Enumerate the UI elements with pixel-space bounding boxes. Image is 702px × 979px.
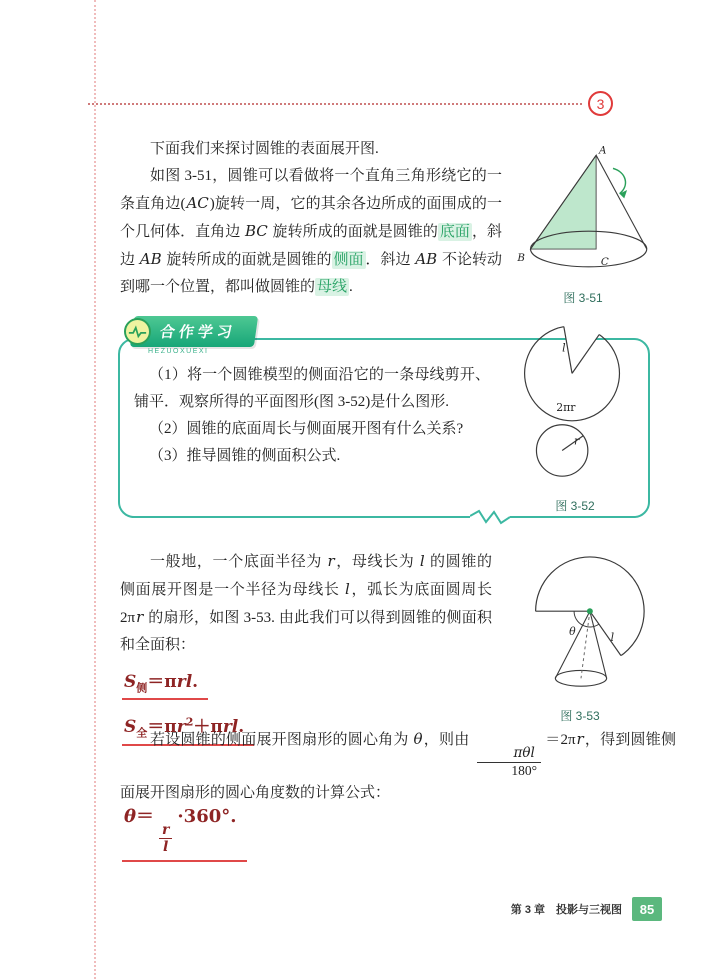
tp-seg: 若设圆锥的侧面展开图扇形的圆心角为 <box>150 732 413 748</box>
gen-seg: 的扇形，如图 3-53. 由此我们可以得到圆锥的侧面积和全面积： <box>120 610 492 653</box>
formula-vars: rl <box>222 717 239 738</box>
radius-label-r: r <box>574 434 580 448</box>
p2-seg: 旋转所成的面就是圆锥的 <box>162 252 332 268</box>
tp-seg: ，得到圆锥侧面展开图扇形的圆心角度数的计算公式： <box>120 732 676 802</box>
angle-label-theta: θ <box>569 624 576 638</box>
formula-eq: ＝π <box>147 717 177 738</box>
footer-chapter-title: 第 3 章 投影与三视图 <box>510 904 622 916</box>
gen-seg: ，弧长为底面圆周长 2π <box>120 582 492 626</box>
fraction-denominator: 180° <box>477 762 541 779</box>
highlight-cemian: 侧面 <box>333 252 364 268</box>
gen-var-r: r <box>327 552 335 570</box>
gen-var-l: l <box>419 552 425 570</box>
apex-dot <box>587 608 593 614</box>
formula-S: S <box>124 672 137 692</box>
figure-3-51-caption: 图 3-51 <box>563 291 603 305</box>
formula-eq: ＝ <box>136 806 155 827</box>
figure-3-51-cone <box>508 136 658 306</box>
vertex-label-A: A <box>598 144 607 157</box>
cooperative-learning-badge <box>132 316 256 346</box>
general-paragraph <box>120 548 492 659</box>
slant-label-l: l <box>610 630 615 644</box>
vertex-label-C: C <box>600 255 609 268</box>
formula-theta: θ <box>124 806 137 827</box>
left-margin-dotted-line <box>94 0 96 979</box>
page-number-badge: 85 <box>632 897 662 921</box>
vertex-label-B: B <box>517 252 525 265</box>
p2-seg: 旋转所成的面就是圆锥的 <box>268 224 438 240</box>
cooperative-learning-section <box>118 316 654 528</box>
p2-seg: )旋转一周，它的其余各边所成的面围成的一个几何体．直角边 <box>120 196 502 240</box>
formula-end: . <box>238 717 245 738</box>
p2-var-BC: BC <box>245 222 268 240</box>
inline-fraction <box>477 746 541 778</box>
p2-seg: 如图 3-51，圆锥可以看做将一个直角三角形绕它的一条直角边( <box>120 168 502 212</box>
tp-var-r: r <box>576 730 584 748</box>
cone-diagram <box>508 142 658 282</box>
fraction-numerator: r <box>162 822 170 838</box>
theta-paragraph <box>120 724 676 809</box>
p2-var-AC: AC <box>186 194 209 212</box>
formula-end: ·360°. <box>177 806 237 827</box>
intro-p1-text: 下面我们来探讨圆锥的表面展开图. <box>150 141 379 157</box>
formula-vars: rl <box>176 672 193 692</box>
intro-paragraph-2 <box>120 163 502 301</box>
p2-seg: ．斜边 <box>365 252 415 268</box>
badge-pinyin: HEZUOXUEXI <box>148 348 209 355</box>
highlight-dimian: 底面 <box>439 224 470 240</box>
badge-label: 合作学习 <box>130 316 258 347</box>
formula-S: S <box>124 717 137 738</box>
tp-seg: ＝2π <box>545 732 576 748</box>
formula-fraction <box>158 822 173 855</box>
gen-seg: 一般地，一个底面半径为 <box>150 554 327 570</box>
p2-seg: 不论转动到哪一个位置，都叫做圆锥的 <box>120 252 502 295</box>
radius-label-l: l <box>562 341 566 355</box>
gen-var-l: l <box>345 580 350 598</box>
arc-length-label: 2πr <box>556 400 576 414</box>
p2-var-AB: AB <box>139 250 162 268</box>
fraction-numerator: πθl <box>513 745 535 761</box>
fraction-denominator: l <box>159 838 172 855</box>
tp-seg: ，则由 <box>423 732 474 748</box>
p2-seg: ，斜边 <box>120 224 502 268</box>
gen-seg: 的圆锥的侧面展开图是一个半径为母线长 <box>120 554 492 598</box>
border-break-squiggle <box>470 506 510 530</box>
formula-sub: 全 <box>136 726 148 740</box>
page-footer <box>511 897 662 921</box>
figure-3-53-caption: 图 3-53 <box>560 709 600 723</box>
formula-end: . <box>192 672 199 692</box>
sector-and-circle-diagram <box>500 320 650 490</box>
figure-3-52-unrolled <box>500 320 650 514</box>
gen-seg: ，母线长为 <box>335 554 419 570</box>
question-3: （3）推导圆锥的侧面积公式. <box>149 448 341 464</box>
question-1: （1）将一个圆锥模型的侧面沿它的一条母线剪开、铺平．观察所得的平面图形(图 3-52)是什么图形. <box>134 367 490 410</box>
formula-eq: ＝π <box>147 672 177 692</box>
central-angle-formula <box>122 802 247 862</box>
intro-paragraph-1 <box>120 136 502 163</box>
intro-text-column <box>120 136 502 306</box>
highlight-muxian: 母线 <box>317 279 348 295</box>
pulse-icon <box>124 318 151 345</box>
formula-sup: 2 <box>185 715 194 729</box>
formula-var: r <box>176 717 186 738</box>
question-2: （2）圆锥的底面周长与侧面展开图有什么关系? <box>149 421 464 437</box>
lateral-area-formula <box>122 667 492 700</box>
formula-sub: 侧 <box>136 681 148 695</box>
top-dotted-rule <box>88 103 582 105</box>
section-number-badge: 3 <box>588 91 613 116</box>
sector-cone-diagram <box>496 552 664 700</box>
p2-seg: . <box>349 279 353 295</box>
tp-var-theta: θ <box>413 730 423 748</box>
figure-3-52-caption: 图 3-52 <box>555 499 595 513</box>
intro-section <box>120 136 658 306</box>
gen-var-r: r <box>136 608 144 626</box>
activity-questions <box>134 362 490 470</box>
formula-mid: ＋π <box>193 717 223 738</box>
p2-var-AB: AB <box>415 250 438 268</box>
